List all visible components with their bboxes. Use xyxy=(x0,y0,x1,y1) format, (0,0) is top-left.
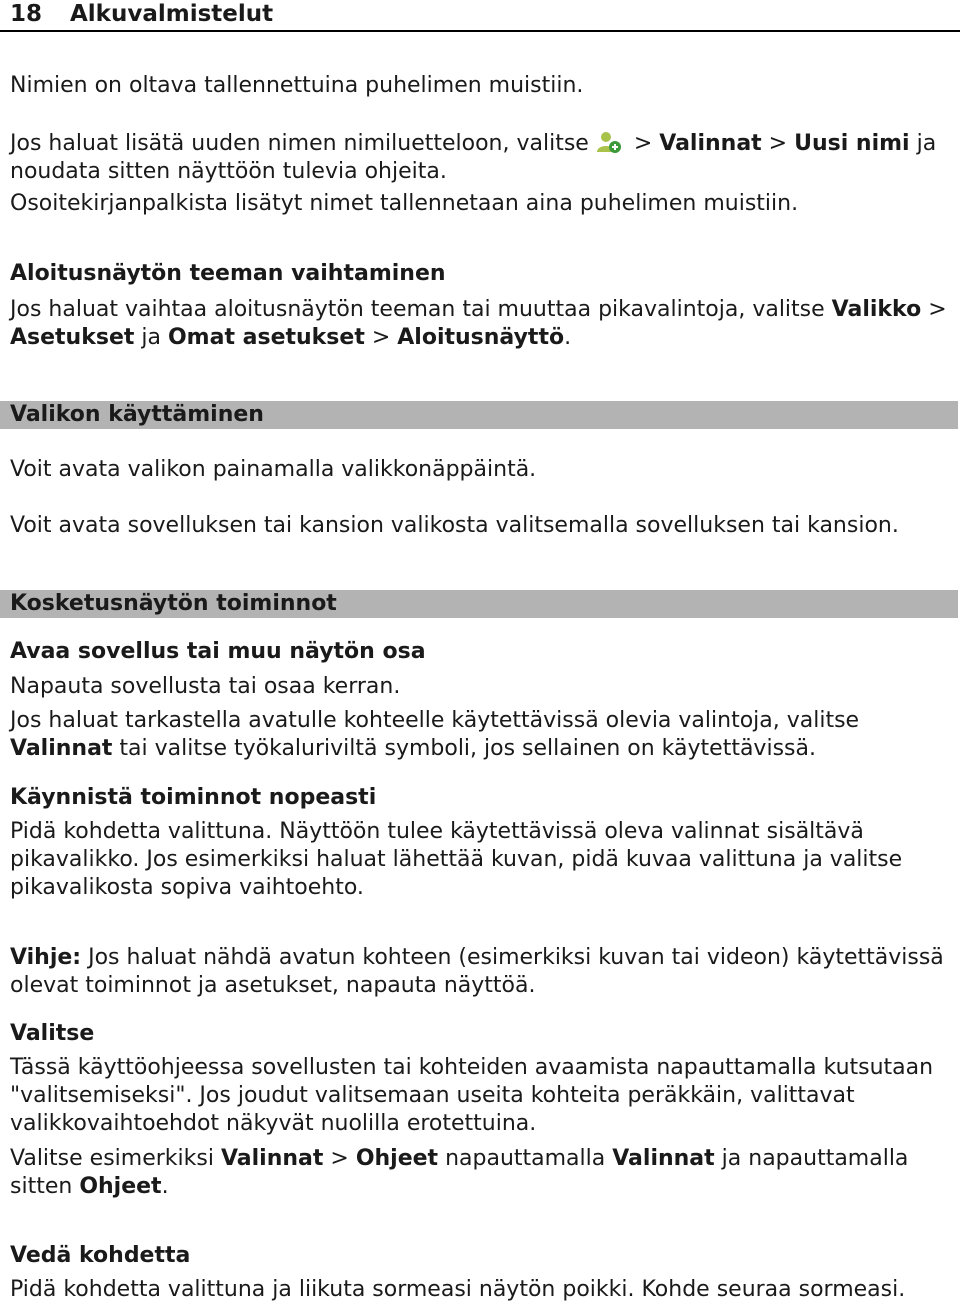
text: ja napauttamalla sitten xyxy=(10,1146,909,1199)
paragraph-options xyxy=(10,707,950,763)
menu-path-aloitusnaytto: Aloitusnäyttö xyxy=(397,325,565,350)
paragraph-memory xyxy=(10,72,950,100)
menu-path-ohjeet: Ohjeet xyxy=(79,1174,162,1199)
section-title: Valikon käyttäminen xyxy=(10,402,264,427)
menu-path-valinnat: Valinnat xyxy=(612,1146,715,1171)
tip-paragraph xyxy=(10,944,950,1000)
separator: > xyxy=(364,325,398,350)
paragraph-add-name xyxy=(10,128,950,186)
separator: > xyxy=(323,1146,356,1171)
paragraph-tap xyxy=(10,673,950,701)
text: tai valitse työkaluriviltä symboli, jos sellainen on käytettävissä. xyxy=(112,736,816,761)
paragraph-selecting xyxy=(10,1054,950,1138)
paragraph-open-app xyxy=(10,512,950,540)
text: Pidä kohdetta valittuna. Näyttöön tulee käytettävissä oleva valinnat sisältävä pikavalikko. Jos esimerkiksi haluat lähettää kuvan, pidä kuvaa valittuna ja valitse pikavalikosta sopiva vaihtoehto. xyxy=(10,819,903,900)
menu-path-ohjeet: Ohjeet xyxy=(355,1146,439,1171)
text: Voit avata valikon painamalla valikkonäppäintä. xyxy=(10,457,537,482)
chapter-title: Alkuvalmistelut xyxy=(70,1,274,27)
heading-open: Avaa sovellus tai muu näytön osa xyxy=(10,639,426,664)
heading-select: Valitse xyxy=(10,1021,95,1046)
paragraph-drag xyxy=(10,1276,950,1304)
text: Jos haluat tarkastella avatulle kohteelle käytettävissä olevia valintoja, valitse xyxy=(10,708,860,733)
text: Jos haluat vaihtaa aloitusnäytön teeman tai muuttaa pikavalintoja, valitse xyxy=(10,297,832,322)
text: Pidä kohdetta valittuna ja liikuta sormeasi näytön poikki. Kohde seuraa sormeasi. xyxy=(10,1277,906,1302)
heading-theme: Aloitusnäytön teeman vaihtaminen xyxy=(10,261,446,286)
separator: > xyxy=(921,297,947,322)
menu-path-omat-asetukset: Omat asetukset xyxy=(167,325,365,350)
section-heading-touch xyxy=(0,590,958,618)
text: Nimien on oltava tallennettuina puhelimen muistiin. xyxy=(10,73,584,98)
text: Jos haluat nähdä avatun kohteen (esimerkiksi kuvan tai videon) käytettävissä olevat toiminnot ja asetukset, napauta näyttöä. xyxy=(10,945,944,998)
menu-path-valinnat: Valinnat xyxy=(220,1146,324,1171)
text: Napauta sovellusta tai osaa kerran. xyxy=(10,674,401,699)
text: Osoitekirjanpalkista lisätyt nimet tallennetaan aina puhelimen muistiin. xyxy=(10,191,799,216)
text: . xyxy=(564,325,572,350)
text: napauttamalla xyxy=(438,1146,613,1171)
add-contact-icon xyxy=(593,128,623,156)
menu-path-valinnat: Valinnat xyxy=(10,736,113,761)
section-title: Kosketusnäytön toiminnot xyxy=(10,591,337,616)
menu-path-valikko: Valikko xyxy=(831,297,922,322)
menu-path-asetukset: Asetukset xyxy=(10,325,135,350)
text: . xyxy=(161,1174,169,1199)
paragraph-theme xyxy=(10,296,950,352)
paragraph-menu-key xyxy=(10,456,950,484)
text: Valitse esimerkiksi xyxy=(10,1146,221,1171)
heading-quick: Käynnistä toiminnot nopeasti xyxy=(10,785,377,810)
text: ja noudata sitten näyttöön tulevia ohjeita. xyxy=(10,131,937,184)
text: Voit avata sovelluksen tai kansion valikosta valitsemalla sovelluksen tai kansion. xyxy=(10,513,899,538)
separator: > xyxy=(761,131,795,156)
separator: > xyxy=(626,131,660,156)
tip-label: Vihje: xyxy=(10,945,82,970)
menu-path-uusi-nimi: Uusi nimi xyxy=(794,131,910,156)
paragraph-long-press xyxy=(10,818,950,902)
page-number: 18 xyxy=(10,1,43,27)
paragraph-example xyxy=(10,1145,950,1201)
heading-drag: Vedä kohdetta xyxy=(10,1243,191,1268)
text: Jos haluat lisätä uuden nimen nimiluetteloon, valitse xyxy=(10,131,589,156)
section-heading-menu xyxy=(0,401,958,429)
text: ja xyxy=(134,325,168,350)
menu-path-valinnat: Valinnat xyxy=(659,131,762,156)
text: Tässä käyttöohjeessa sovellusten tai kohteiden avaamista napauttamalla kutsutaan "valitsemiseksi". Jos joudut valitsemaan useita kohteita peräkkäin, valittavat valikkovaihtoehdot näkyvät nuolilla erotettuina. xyxy=(10,1055,934,1136)
page-header xyxy=(0,0,960,32)
paragraph-address-bar xyxy=(10,190,950,218)
